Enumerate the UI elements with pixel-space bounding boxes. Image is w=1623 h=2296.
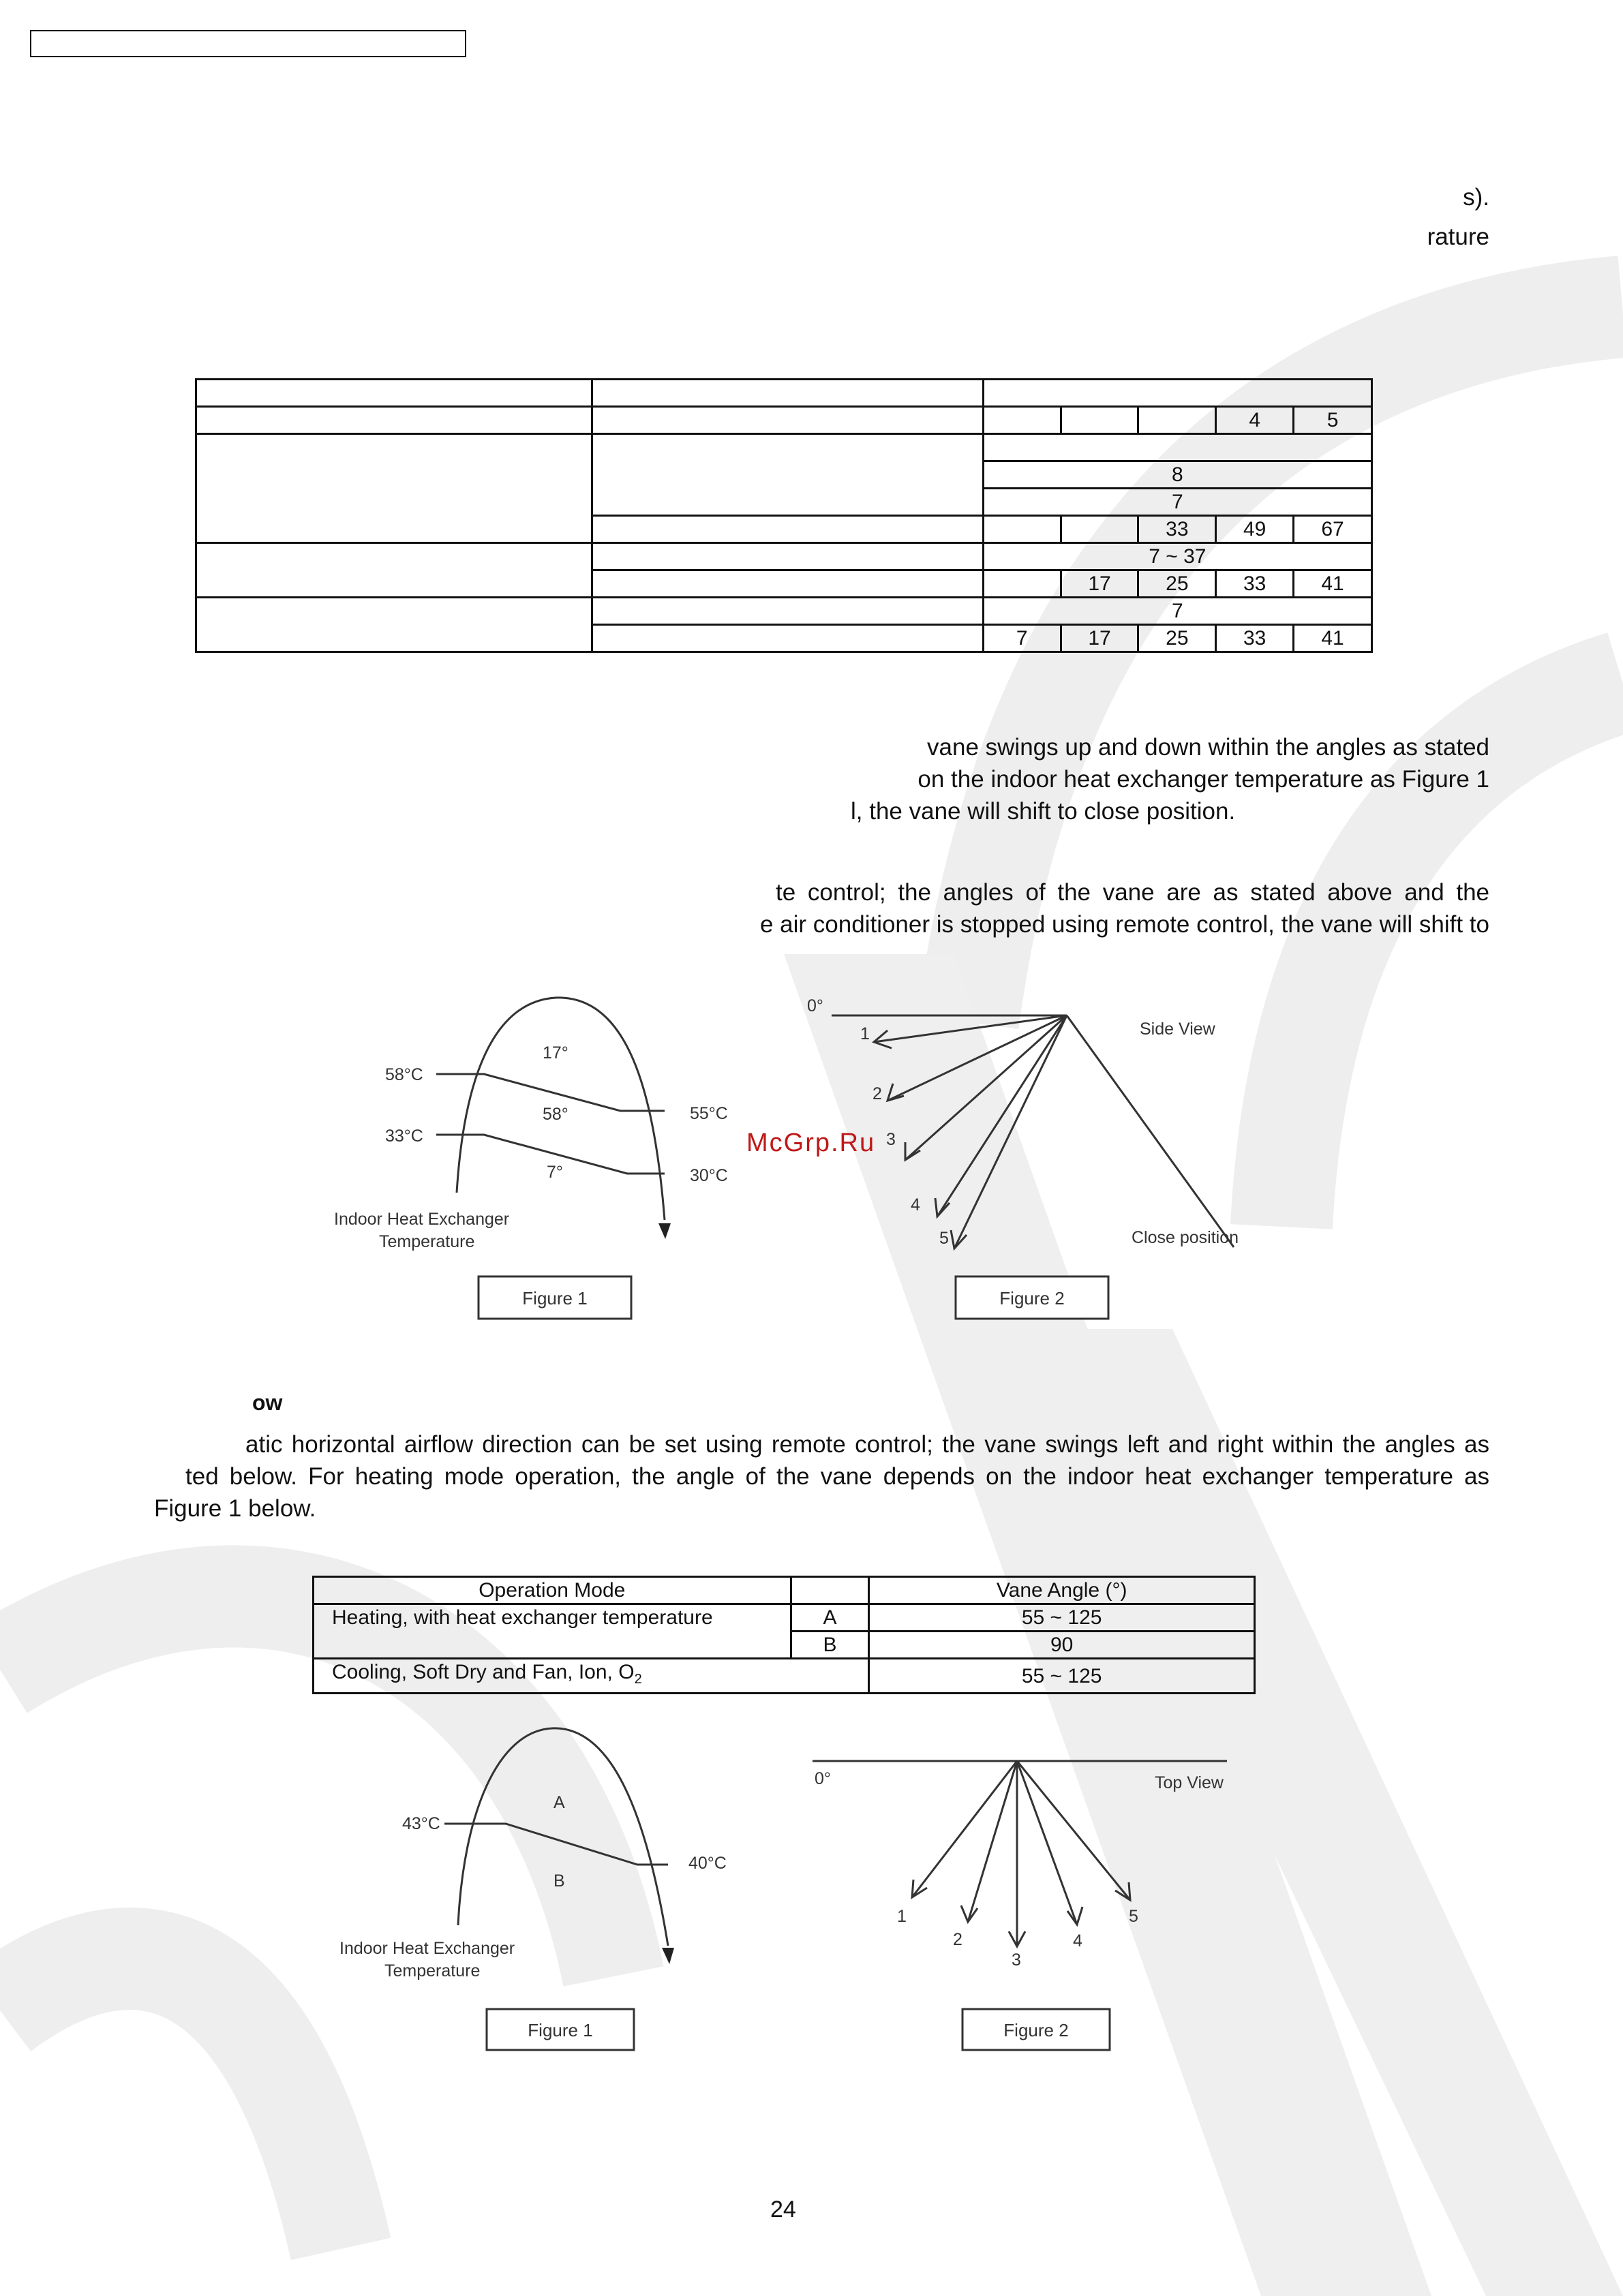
table-cell: 8 xyxy=(983,461,1371,489)
vane-line-5 xyxy=(1017,1761,1130,1900)
table-cell: 5 xyxy=(1294,407,1372,434)
table-cell: 7 xyxy=(983,625,1061,652)
header-vane-angle: Vane Angle (°) xyxy=(869,1577,1255,1604)
angle-zero: 0° xyxy=(815,1769,831,1788)
vane-line-1 xyxy=(912,1761,1017,1897)
angle-7: 7° xyxy=(547,1163,563,1182)
table-row xyxy=(314,1659,1255,1694)
table-cell: 33 xyxy=(1216,570,1294,598)
table-row xyxy=(314,1604,1255,1632)
table-cell: 7 ~ 37 xyxy=(983,543,1371,570)
row-a-label: A xyxy=(791,1604,869,1632)
para1-line-1: vane swings up and down within the angles as stated xyxy=(927,734,1489,761)
vane-number-2: 2 xyxy=(873,1084,882,1103)
row-b-value: 90 xyxy=(869,1632,1255,1659)
table-cell: 67 xyxy=(1294,516,1372,543)
cooling-value: 55 ~ 125 xyxy=(869,1659,1255,1694)
vane-number-1: 1 xyxy=(897,1907,907,1926)
figure1-label: Figure 1 xyxy=(528,2020,593,2040)
cooling-label-subscript: 2 xyxy=(634,1672,642,1687)
temp-33c: 33°C xyxy=(385,1127,423,1146)
table-row xyxy=(196,380,1372,407)
para3-line-2: ted below. For heating mode operation, the angle of the vane depends on the indoor heat exchanger temperature as xyxy=(185,1463,1489,1490)
table-row xyxy=(196,543,1372,570)
temp-55c: 55°C xyxy=(690,1104,728,1123)
angle-zero: 0° xyxy=(807,996,823,1015)
vane-number-5: 5 xyxy=(1129,1907,1138,1926)
para3-line-3: Figure 1 below. xyxy=(154,1495,316,1522)
curve-arrowhead xyxy=(658,1223,671,1239)
curve-arrowhead xyxy=(662,1948,674,1964)
figure2-label: Figure 2 xyxy=(1003,2020,1069,2040)
vane-number-3: 3 xyxy=(1012,1950,1021,1970)
row-b-label: B xyxy=(791,1632,869,1659)
angle-17: 17° xyxy=(543,1043,568,1062)
caption-line-2: Temperature xyxy=(379,1232,475,1251)
table-cell: 25 xyxy=(1138,570,1216,598)
header-box xyxy=(30,30,466,57)
table-row xyxy=(314,1577,1255,1604)
zone-b: B xyxy=(553,1871,565,1891)
table-cell: 17 xyxy=(1061,625,1138,652)
temperature-curve xyxy=(458,1728,668,1946)
top-view-label: Top View xyxy=(1155,1773,1224,1792)
figure2-side-view-diagram xyxy=(791,981,1268,1336)
temp-43c: 43°C xyxy=(402,1814,440,1833)
temp-40c: 40°C xyxy=(688,1854,727,1873)
caption-line-1: Indoor Heat Exchanger xyxy=(339,1939,515,1958)
table-cell: 7 xyxy=(983,598,1371,625)
figure2-label: Figure 2 xyxy=(999,1288,1065,1308)
heating-label: Heating, with heat exchanger temperature xyxy=(314,1604,791,1659)
table-cell: 17 xyxy=(1061,570,1138,598)
intro-fragment-1: s). xyxy=(1463,184,1489,211)
cooling-label-text: Cooling, Soft Dry and Fan, Ion, O xyxy=(332,1661,635,1683)
vane-number-1: 1 xyxy=(860,1024,870,1043)
figure1-vertical-diagram xyxy=(320,981,743,1336)
vane-number-4: 4 xyxy=(1073,1931,1082,1950)
intro-fragment-2: rature xyxy=(1427,224,1489,250)
angle-58: 58° xyxy=(543,1105,568,1124)
site-watermark: McGrp.Ru xyxy=(746,1129,876,1157)
figure1-horizontal-diagram xyxy=(327,1717,750,2058)
row-a-value: 55 ~ 125 xyxy=(869,1604,1255,1632)
temp-30c: 30°C xyxy=(690,1166,728,1185)
temperature-band-line xyxy=(444,1824,668,1865)
close-position-label: Close position xyxy=(1132,1228,1239,1247)
table-row xyxy=(196,434,1372,461)
table-cell: 25 xyxy=(1138,625,1216,652)
section-heading: ow xyxy=(252,1390,283,1415)
vane-line-3 xyxy=(905,1015,1067,1160)
caption-line-2: Temperature xyxy=(384,1961,481,1980)
figure1-label: Figure 1 xyxy=(522,1288,588,1308)
table-cell: 33 xyxy=(1216,625,1294,652)
close-position-line xyxy=(1067,1015,1234,1247)
para2-line-2: e air conditioner is stopped using remote control, the vane will shift to xyxy=(759,911,1489,938)
vane-angle-table-2 xyxy=(312,1576,1256,1694)
vane-number-2: 2 xyxy=(953,1930,962,1949)
vane-number-3: 3 xyxy=(886,1130,896,1149)
vane-line-5 xyxy=(954,1015,1067,1249)
table-cell: 33 xyxy=(1138,516,1216,543)
vane-angle-table-1 xyxy=(195,378,1373,653)
para3-line-1: atic horizontal airflow direction can be set using remote control; the vane swings left and right within the angles as xyxy=(245,1431,1489,1458)
vane-number-4: 4 xyxy=(911,1195,920,1214)
side-view-label: Side View xyxy=(1140,1020,1215,1039)
vane-line-2 xyxy=(968,1761,1017,1922)
table-row xyxy=(196,598,1372,625)
page-number: 24 xyxy=(770,2196,796,2222)
vane-line-4 xyxy=(1017,1761,1077,1925)
table-cell: 41 xyxy=(1294,625,1372,652)
para1-line-3: l, the vane will shift to close position. xyxy=(851,798,1236,825)
table-cell: 4 xyxy=(1216,407,1294,434)
caption-line-1: Indoor Heat Exchanger xyxy=(334,1210,510,1229)
para2-line-1: te control; the angles of the vane are as stated above and the xyxy=(776,879,1489,906)
zone-a: A xyxy=(553,1793,565,1812)
para1-line-2: on the indoor heat exchanger temperature as Figure 1 xyxy=(917,766,1489,793)
table-cell: 41 xyxy=(1294,570,1372,598)
table-cell: 49 xyxy=(1216,516,1294,543)
vane-number-5: 5 xyxy=(939,1229,949,1248)
table-row xyxy=(196,407,1372,434)
table-cell: 7 xyxy=(983,489,1371,516)
header-operation-mode: Operation Mode xyxy=(314,1577,791,1604)
figure2-top-view-diagram xyxy=(804,1745,1241,2058)
temp-58c: 58°C xyxy=(385,1065,423,1084)
cooling-label xyxy=(314,1659,869,1694)
